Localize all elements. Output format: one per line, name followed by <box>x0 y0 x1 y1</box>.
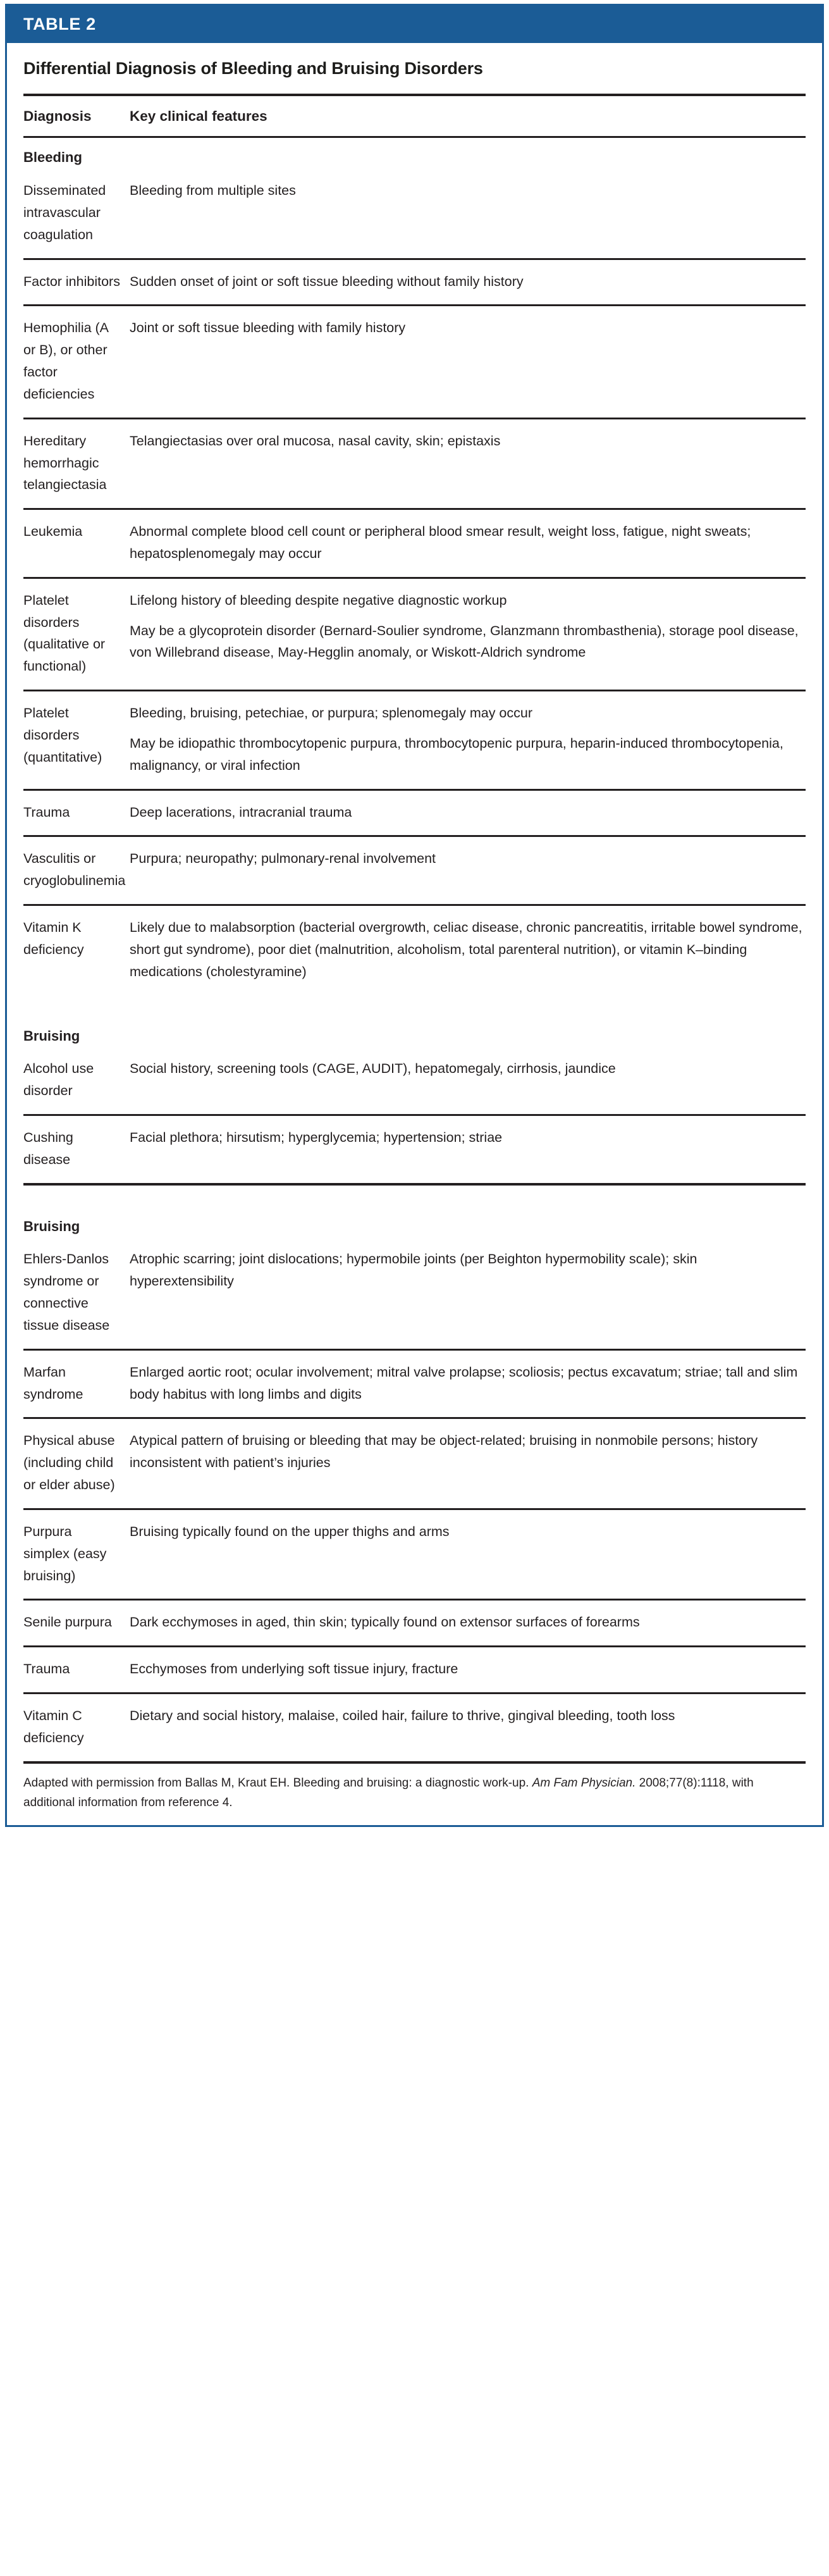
features-cell <box>130 702 806 776</box>
table-row <box>23 837 806 904</box>
diagnosis-cell <box>23 1611 130 1633</box>
feature-paragraph: Sudden onset of joint or soft tissue bleeding without family history <box>130 273 524 289</box>
diagnosis-cell <box>23 430 130 496</box>
table-row <box>23 260 806 305</box>
feature-paragraph: May be a glycoprotein disorder (Bernard-Soulier syndrome, Glanzmann thrombasthenia), storage pool disease, von Willebrand disease, May-Hegglin anomaly, or Wiskott-Aldrich syndrome <box>130 622 799 660</box>
diagnosis-cell <box>23 521 130 543</box>
table-row <box>23 906 806 994</box>
group-header-bleeding <box>23 138 806 169</box>
group-header-bleeding-cell <box>23 148 130 168</box>
diagnosis-text: Vitamin C deficiency <box>23 1708 84 1745</box>
feature-paragraph: Atypical pattern of bruising or bleeding that may be object-related; bruising in nonmobile persons; history inconsistent with patient’s injuries <box>130 1433 758 1471</box>
table-row <box>23 1694 806 1761</box>
features-text <box>130 702 803 776</box>
features-cell <box>130 1058 806 1080</box>
features-text <box>130 1705 803 1727</box>
features-text <box>130 1611 803 1633</box>
diagnosis-cell <box>23 802 130 824</box>
features-text <box>130 1058 803 1080</box>
table-row <box>23 510 806 577</box>
features-cell <box>130 430 806 452</box>
feature-paragraph: Bleeding from multiple sites <box>130 183 296 199</box>
section-spacer-column-break <box>23 1186 806 1207</box>
features-cell <box>130 1611 806 1633</box>
features-cell <box>130 1127 806 1149</box>
feature-paragraph: Purpura; neuropathy; pulmonary-renal involvement <box>130 851 436 867</box>
features-text <box>130 430 803 452</box>
table-card <box>5 4 824 1827</box>
diagnosis-text: Senile purpura <box>23 1614 112 1630</box>
features-cell <box>130 1361 806 1406</box>
features-cell <box>130 317 806 339</box>
table-row <box>23 1647 806 1692</box>
diagnosis-text: Cushing disease <box>23 1130 73 1167</box>
features-text <box>130 1430 803 1474</box>
feature-paragraph: Dietary and social history, malaise, coiled hair, failure to thrive, gingival bleeding, tooth loss <box>130 1708 675 1724</box>
features-cell <box>130 848 806 870</box>
feature-paragraph: Lifelong history of bleeding despite negative diagnostic workup <box>130 592 507 608</box>
features-text <box>130 317 803 339</box>
features-cell <box>130 1430 806 1474</box>
group-header-bruising-cell <box>23 1027 130 1046</box>
bruising-rows-container <box>23 1047 806 1182</box>
feature-paragraph: Bleeding, bruising, petechiae, or purpura; splenomegaly may occur <box>130 705 533 721</box>
table-row <box>23 1351 806 1418</box>
diagnosis-text: Vasculitis or cryoglobulinemia <box>23 851 126 889</box>
footnote-part-1: Adapted with permission from Ballas M, Kraut EH. Bleeding and bruising: a diagnostic work-up. <box>23 1776 532 1790</box>
table-row <box>23 306 806 417</box>
diagnosis-cell <box>23 180 130 245</box>
features-text <box>130 1127 803 1149</box>
feature-paragraph: Atrophic scarring; joint dislocations; hypermobile joints (per Beighton hypermobility scale); skin hyperextensibility <box>130 1251 697 1289</box>
features-cell <box>130 917 806 982</box>
features-text <box>130 590 803 664</box>
features-text <box>130 271 803 293</box>
table-header-row <box>23 96 806 137</box>
diagnosis-text: Hereditary hemorrhagic telangiectasia <box>23 433 107 493</box>
diagnosis-cell <box>23 1658 130 1680</box>
table-row <box>23 169 806 257</box>
features-cell <box>130 1658 806 1680</box>
features-text <box>130 1658 803 1680</box>
features-cell <box>130 180 806 202</box>
feature-paragraph: Likely due to malabsorption (bacterial overgrowth, celiac disease, chronic pancreatitis, irritable bowel syndrome, short gut syndrome), poor diet (malnutrition, alcoholism, total parenteral nutrition), or vitamin K–binding medications (cholestyramine) <box>130 920 802 979</box>
feature-paragraph: Enlarged aortic root; ocular involvement; mitral valve prolapse; scoliosis; pectus excavatum; striae; tall and slim body habitus with long limbs and digits <box>130 1364 798 1402</box>
bruising-continued-rows-container <box>23 1237 806 1761</box>
table-banner <box>7 6 822 43</box>
features-cell <box>130 1705 806 1727</box>
table-row <box>23 419 806 508</box>
diagnosis-text: Alcohol use disorder <box>23 1061 94 1099</box>
features-cell <box>130 521 806 565</box>
diagnosis-cell <box>23 702 130 768</box>
diagnosis-text: Disseminated intravascular coagulation <box>23 183 106 242</box>
features-text <box>130 848 803 870</box>
feature-paragraph: Abnormal complete blood cell count or peripheral blood smear result, weight loss, fatigue, night sweats; hepatosplenomegaly may occur <box>130 524 751 561</box>
group-header-bruising <box>23 1017 806 1048</box>
feature-paragraph: Social history, screening tools (CAGE, AUDIT), hepatomegaly, cirrhosis, jaundice <box>130 1061 616 1077</box>
diagnosis-cell <box>23 317 130 405</box>
table-row <box>23 1419 806 1508</box>
features-cell <box>130 802 806 824</box>
feature-paragraph: Telangiectasias over oral mucosa, nasal cavity, skin; epistaxis <box>130 433 501 449</box>
feature-paragraph: Joint or soft tissue bleeding with family history <box>130 320 406 336</box>
footnote-part-2: 2008;77(8):1118, with additional information from reference 4. <box>23 1776 754 1809</box>
table-row <box>23 791 806 836</box>
diagnosis-cell <box>23 1058 130 1102</box>
diagnosis-text: Purpura simplex (easy bruising) <box>23 1523 107 1583</box>
diagnosis-text: Marfan syndrome <box>23 1364 83 1402</box>
diagnosis-text: Factor inhibitors <box>23 273 120 289</box>
diagnosis-cell <box>23 1361 130 1406</box>
feature-paragraph: Deep lacerations, intracranial trauma <box>130 804 352 820</box>
diagnosis-text: Platelet disorders (quantitative) <box>23 705 102 765</box>
diagnosis-cell <box>23 271 130 293</box>
diagnosis-cell <box>23 1521 130 1587</box>
diagnosis-text: Leukemia <box>23 524 83 540</box>
diagnosis-text: Trauma <box>23 804 70 820</box>
group-label-bruising-continued: Bruising <box>23 1218 80 1234</box>
diagnosis-cell <box>23 917 130 961</box>
features-cell <box>130 271 806 293</box>
features-text <box>130 1521 803 1543</box>
table-row <box>23 1510 806 1599</box>
column-header-diagnosis-cell <box>23 106 130 127</box>
features-text <box>130 521 803 565</box>
features-text <box>130 802 803 824</box>
group-header-bruising-continued <box>23 1207 806 1238</box>
diagnosis-cell <box>23 590 130 678</box>
table-row <box>23 1601 806 1645</box>
features-cell <box>130 590 806 664</box>
group-label-bruising: Bruising <box>23 1027 80 1044</box>
diagnosis-cell <box>23 1705 130 1749</box>
group-header-bruising-continued-cell <box>23 1217 130 1237</box>
page-title: Differential Diagnosis of Bleeding and Bruising Disorders <box>23 59 483 78</box>
features-text <box>130 917 803 982</box>
table-row <box>23 1116 806 1183</box>
diagnosis-text: Platelet disorders (qualitative or functional) <box>23 592 106 674</box>
features-text <box>130 180 803 202</box>
diagnosis-cell <box>23 848 130 892</box>
diagnosis-text: Ehlers-Danlos syndrome or connective tissue disease <box>23 1251 110 1333</box>
bleeding-rows-container <box>23 169 806 995</box>
footnote-journal-name: Am Fam Physician. <box>532 1776 636 1790</box>
diagnosis-text: Hemophilia (A or B), or other factor deficiencies <box>23 320 108 402</box>
feature-paragraph: Facial plethora; hirsutism; hyperglycemia; hypertension; striae <box>130 1130 503 1146</box>
diagnosis-text: Vitamin K deficiency <box>23 920 84 957</box>
feature-paragraph: Dark ecchymoses in aged, thin skin; typically found on extensor surfaces of forearms <box>130 1614 640 1630</box>
table-row <box>23 579 806 690</box>
column-header-features-cell <box>130 106 806 127</box>
features-text <box>130 1248 803 1292</box>
features-text <box>130 1361 803 1406</box>
table-footnote <box>23 1764 806 1826</box>
diagnosis-cell <box>23 1248 130 1336</box>
feature-paragraph: May be idiopathic thrombocytopenic purpura, thrombocytopenic purpura, heparin-induced thrombocytopenia, malignancy, or viral infection <box>130 735 783 773</box>
features-cell <box>130 1248 806 1292</box>
diagnosis-cell <box>23 1127 130 1171</box>
feature-paragraph: Bruising typically found on the upper thighs and arms <box>130 1523 450 1539</box>
diagnosis-cell <box>23 1430 130 1495</box>
table-row <box>23 1237 806 1348</box>
table-number-label: TABLE 2 <box>23 15 96 34</box>
table-row <box>23 691 806 788</box>
features-cell <box>130 1521 806 1543</box>
group-label-bleeding: Bleeding <box>23 149 82 166</box>
column-header-diagnosis: Diagnosis <box>23 108 92 124</box>
feature-paragraph: Ecchymoses from underlying soft tissue injury, fracture <box>130 1661 458 1677</box>
diagnosis-text: Trauma <box>23 1661 70 1677</box>
diagnosis-text: Physical abuse (including child or elder abuse) <box>23 1433 115 1493</box>
table-row <box>23 1047 806 1114</box>
section-spacer-bleeding-bruising <box>23 995 806 1017</box>
table-body <box>7 43 822 1825</box>
column-header-features: Key clinical features <box>130 108 267 124</box>
